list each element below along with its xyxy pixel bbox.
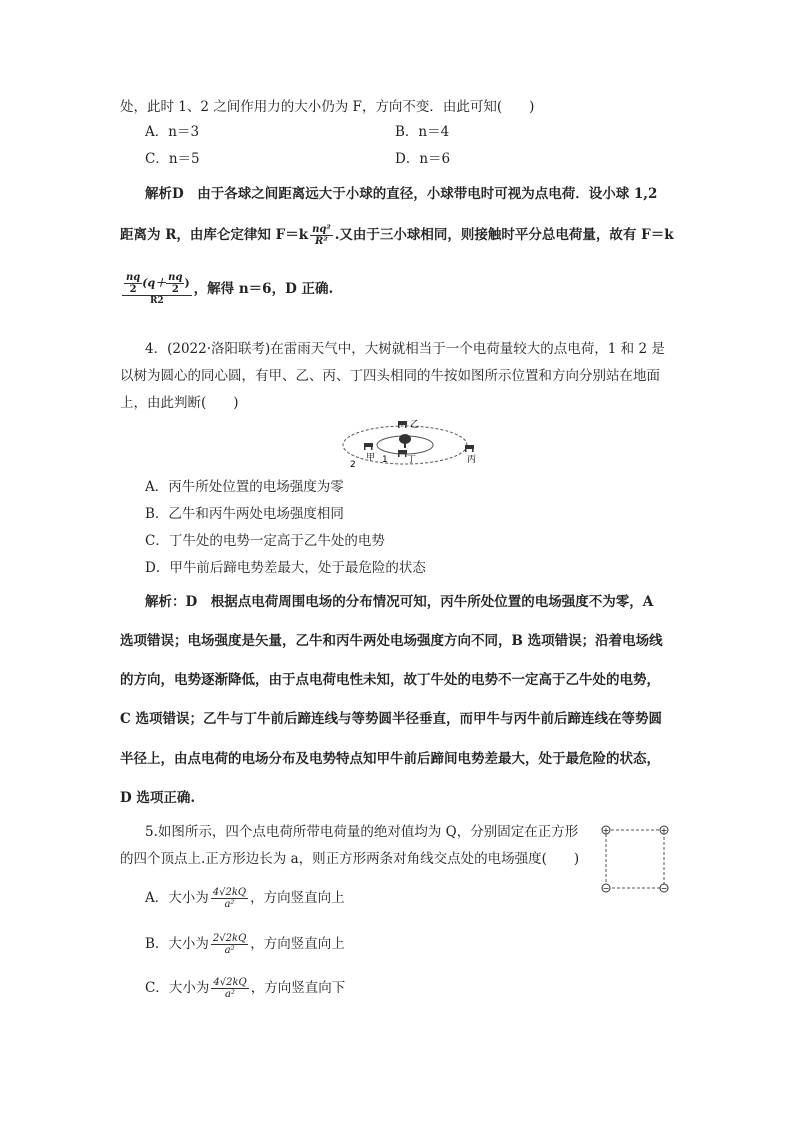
q5-option-a-prefix: A．大小为 (145, 890, 209, 906)
inner-den: 2 (171, 284, 179, 295)
sign-top-left: + (602, 826, 610, 835)
q5-option-b-prefix: B．大小为 (145, 936, 209, 952)
q4-option-c: C．丁牛处的电势一定高于乙牛处的电势 (145, 533, 385, 549)
coulomb-denominator: R² (315, 236, 328, 247)
cattle-jia-icon (364, 443, 373, 450)
sign-bottom-right: − (660, 884, 668, 893)
q4-stem-line1: 4．(2022·洛阳联考)在雷雨天气中，大树就相当于一个电荷量较大的点电荷，1 和 2 是 (145, 341, 665, 357)
q4-option-d: D．甲牛前后蹄电势差最大，处于最危险的状态 (145, 560, 426, 576)
q3-analysis-line1: 解析D 由于各球之间距离远大于小球的直径，小球带电时可视为点电荷．设小球 1,2 (145, 186, 658, 202)
q4-analysis-line5: 半径上，由点电荷的电场分布及电势特点知甲牛前后蹄间电势差最大，处于最危险的状态， (120, 751, 660, 767)
q5-option-c-den: a² (225, 989, 236, 1000)
q4-option-b: B．乙牛和丙牛两处电场强度相同 (145, 506, 344, 522)
q4-analysis-line2: 选项错误；电场强度是矢量，乙牛和丙牛两处电场强度方向不同，B 选项错误；沿着电场线 (120, 633, 663, 649)
charge-top-left (602, 826, 610, 835)
q5-option-b-num: 2√2kQ (212, 933, 247, 944)
q5-option-b (145, 932, 345, 956)
tree-cattle-figure (340, 415, 500, 473)
square-outline (606, 830, 664, 888)
inner-num: nq (168, 272, 183, 283)
square-charges-figure (598, 822, 672, 894)
q3-option-d: D．n＝6 (395, 151, 451, 167)
q5-option-c-fraction (211, 977, 248, 1000)
force-numerator: $\frac{nq}{2}$ (q＋ $\frac{nq}{2}$ ) (122, 272, 192, 296)
label-bing: 丙 (467, 455, 477, 465)
charge-bottom-right (660, 884, 668, 893)
q4-stem-line3: 上，由此判断( ) (120, 395, 239, 411)
half-charge-num: nq (126, 272, 141, 283)
q4-analysis-line3: 的方向，电势逐渐降低，由于点电荷电性未知，故丁牛处的电势不一定高于乙牛处的电势， (120, 672, 660, 688)
q3-analysis-line2-b: .又由于三小球相同，则接触时平分总电荷量，故有 F＝k (334, 227, 674, 243)
coulomb-numerator: nq² (312, 224, 331, 235)
q5-option-a-suffix: ，方向竖直向上 (250, 890, 345, 906)
q3-analysis-line2 (120, 224, 674, 247)
q5-option-b-den: a² (224, 945, 235, 956)
q3-option-b: B．n＝4 (395, 124, 450, 140)
q5-option-c (145, 976, 345, 1000)
q5-option-a-den: a² (224, 899, 235, 910)
force-denominator: R2 (149, 296, 164, 306)
cattle-bing-icon (465, 445, 474, 452)
coulomb-fraction (310, 224, 333, 247)
force-fraction (122, 272, 192, 307)
q5-option-a (145, 886, 345, 910)
cattle-yi-icon (398, 421, 407, 428)
sign-top-right: + (660, 826, 668, 835)
q5-stem-line1: 5.如图所示，四个点电荷所带电荷量的绝对值均为 Q，分别固定在正方形 (145, 824, 579, 840)
q5-option-a-fraction (211, 887, 248, 910)
q3-analysis-line3-tail: ，解得 n＝6，D 正确. (193, 281, 334, 297)
q4-analysis-line1: 解析：D 根据点电荷周围电场的分布情况可知，丙牛所处位置的电场强度不为零，A (145, 594, 654, 610)
q3-stem-line: 处，此时 1、2 之间作用力的大小仍为 F，方向不变．由此可知( ) (120, 99, 535, 115)
charge-bottom-left (602, 884, 610, 893)
half-charge-den: 2 (129, 284, 137, 295)
q5-option-c-suffix: ，方向竖直向下 (250, 980, 346, 996)
q5-option-c-prefix: C．大小为 (145, 980, 210, 996)
inner-fraction (166, 272, 184, 295)
cattle-ding-icon (398, 450, 407, 457)
q4-option-a: A．丙牛所处位置的电场强度为零 (145, 479, 344, 495)
label-jia: 甲 (366, 453, 376, 463)
q3-analysis-line3 (120, 272, 333, 307)
sign-bottom-left: − (602, 884, 610, 893)
q5-stem-line2: 的四个顶点上.正方形边长为 a，则正方形两条对角线交点处的电场强度( ) (120, 851, 580, 867)
q3-analysis-line2-a: 距离为 R，由库仑定律知 F＝k (120, 227, 309, 243)
label-circle-1: 1 (382, 455, 388, 465)
charge-top-right (660, 826, 668, 835)
q3-option-c: C．n＝5 (145, 151, 200, 167)
tree-icon (399, 434, 411, 448)
q5-option-a-num: 4√2kQ (212, 887, 247, 898)
label-ding: 丁 (407, 455, 417, 465)
q3-option-a: A．n＝3 (145, 124, 200, 140)
paren-open: (q＋ (142, 276, 167, 290)
q5-option-c-num: 4√2kQ (213, 977, 247, 988)
q5-option-b-fraction (211, 933, 248, 956)
q4-stem-line2: 以树为圆心的同心圆，有甲、乙、丙、丁四头相同的牛按如图所示位置和方向分别站在地面 (120, 368, 660, 384)
q4-analysis-line6: D 选项正确. (120, 790, 196, 806)
label-yi: 乙 (410, 420, 420, 430)
half-charge-fraction (124, 272, 142, 295)
label-circle-2: 2 (350, 460, 356, 470)
q5-option-b-suffix: ，方向竖直向上 (250, 936, 345, 952)
q4-analysis-line4: C 选项错误；乙牛与丁牛前后蹄连线与等势圆半径垂直，而甲牛与丙牛前后蹄连线在等势圆 (120, 711, 662, 727)
